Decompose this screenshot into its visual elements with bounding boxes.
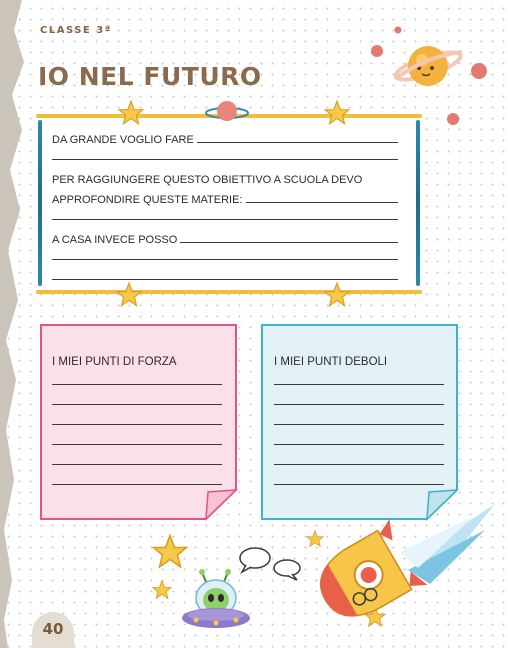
strengths-line[interactable] bbox=[52, 444, 222, 445]
small-planet-icon bbox=[394, 26, 402, 34]
goal-blank-line[interactable] bbox=[52, 159, 398, 160]
goal-line-3-blank bbox=[246, 201, 399, 203]
frame-bottom-border bbox=[36, 290, 422, 294]
weaknesses-line[interactable] bbox=[274, 424, 444, 425]
goal-line-4[interactable] bbox=[52, 228, 398, 246]
page-number: 40 bbox=[32, 612, 74, 648]
goal-line-3-label: APPROFONDIRE QUESTE MATERIE: bbox=[52, 194, 243, 206]
class-label: CLASSE 3ª bbox=[40, 25, 112, 36]
strengths-note bbox=[40, 324, 237, 520]
goal-line-1-label: DA GRANDE VOGLIO FARE bbox=[52, 134, 194, 146]
star-icon bbox=[152, 580, 172, 600]
strengths-line[interactable] bbox=[52, 484, 222, 485]
goal-blank-line[interactable] bbox=[52, 259, 398, 260]
page-title: IO NEL FUTURO bbox=[38, 62, 262, 91]
small-planet-icon bbox=[204, 98, 250, 126]
strengths-label: I MIEI PUNTI DI FORZA bbox=[52, 356, 177, 368]
goal-line-4-blank bbox=[180, 241, 398, 243]
strengths-line[interactable] bbox=[52, 464, 222, 465]
strengths-line[interactable] bbox=[52, 424, 222, 425]
weaknesses-line[interactable] bbox=[274, 464, 444, 465]
weaknesses-line[interactable] bbox=[274, 384, 444, 385]
weaknesses-note bbox=[261, 324, 458, 520]
goal-line-2 bbox=[52, 168, 398, 186]
star-icon bbox=[152, 534, 188, 570]
strengths-line[interactable] bbox=[52, 404, 222, 405]
frame-left-border bbox=[38, 120, 42, 286]
goal-line-4-label: A CASA INVECE POSSO bbox=[52, 234, 178, 246]
star-icon bbox=[116, 282, 142, 308]
alien-ufo-icon bbox=[180, 568, 252, 634]
rocket-icon bbox=[290, 500, 500, 630]
goal-blank-line[interactable] bbox=[52, 219, 398, 220]
star-icon bbox=[118, 100, 144, 126]
torn-paper-edge bbox=[0, 0, 26, 648]
weaknesses-line[interactable] bbox=[274, 444, 444, 445]
goal-line-2-text: PER RAGGIUNGERE QUESTO OBIETTIVO A SCUOLA DEVO bbox=[52, 174, 363, 186]
weaknesses-label: I MIEI PUNTI DEBOLI bbox=[274, 356, 388, 368]
small-planet-icon bbox=[370, 44, 384, 58]
frame-right-border bbox=[416, 120, 420, 286]
goal-line-3[interactable] bbox=[52, 188, 398, 206]
strengths-line[interactable] bbox=[52, 384, 222, 385]
goal-line-1-blank bbox=[197, 141, 398, 143]
weaknesses-line[interactable] bbox=[274, 484, 444, 485]
goal-line-1[interactable] bbox=[52, 128, 398, 146]
saturn-planet-icon bbox=[392, 38, 472, 98]
weaknesses-line[interactable] bbox=[274, 404, 444, 405]
goal-blank-line[interactable] bbox=[52, 279, 398, 280]
small-planet-icon bbox=[470, 62, 488, 80]
small-planet-icon bbox=[446, 112, 460, 126]
star-icon bbox=[324, 100, 350, 126]
star-icon bbox=[324, 282, 350, 308]
